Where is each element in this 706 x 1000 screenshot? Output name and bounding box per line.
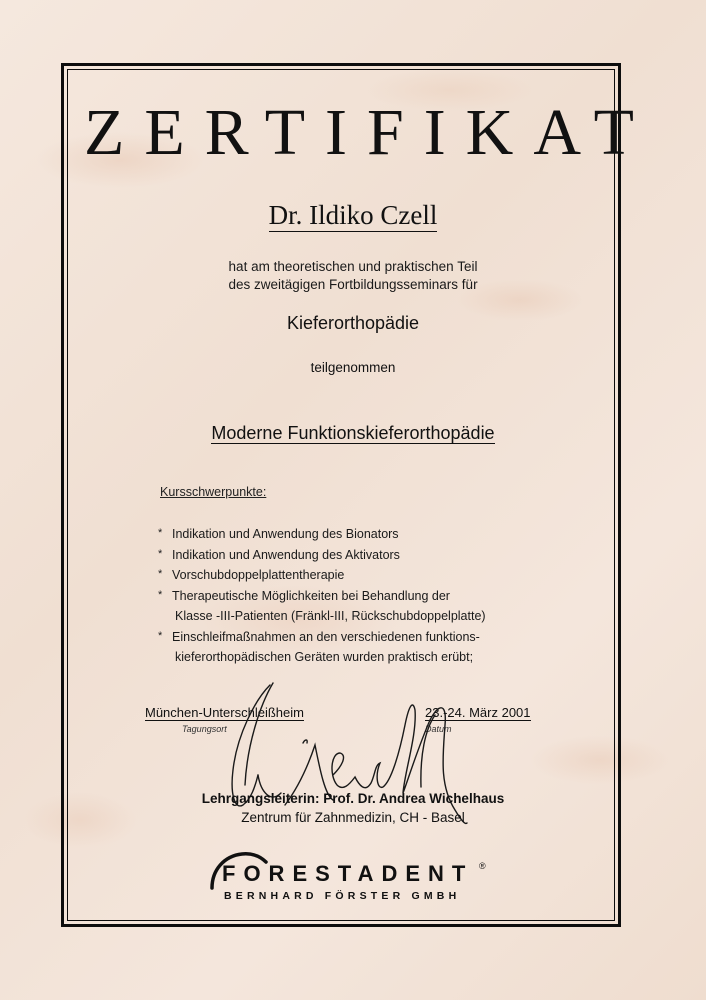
forestadent-logo xyxy=(200,848,500,908)
course-title xyxy=(0,423,706,444)
focus-item xyxy=(158,627,486,668)
field-of-study: Kieferorthopädie xyxy=(286,313,420,333)
intro-line-1: hat am theoretischen und praktischen Teil xyxy=(228,259,478,274)
certificate-title: ZERTIFIKAT xyxy=(84,96,654,169)
focus-item xyxy=(158,545,486,566)
focus-item xyxy=(158,524,486,545)
focus-item xyxy=(158,586,486,627)
focus-item-text: Indikation und Anwendung des Bionators xyxy=(172,527,399,541)
bullet-asterisk-icon: * xyxy=(158,568,163,580)
focus-list xyxy=(158,524,486,668)
venue: München-Unterschleißheim xyxy=(145,705,304,720)
bullet-asterisk-icon: * xyxy=(158,547,163,560)
logo-brand: FORESTADENT xyxy=(222,861,474,886)
recipient-name xyxy=(0,200,706,231)
participated-text: teilgenommen xyxy=(310,360,396,375)
registered-mark: ® xyxy=(479,861,486,871)
focus-item xyxy=(158,565,486,586)
logo-company: BERNHARD FÖRSTER GMBH xyxy=(224,890,461,902)
bullet-asterisk-icon: * xyxy=(158,588,163,601)
course-leader: Lehrgangsleiterin: Prof. Dr. Andrea Wichelhaus xyxy=(201,791,505,806)
date-label: Datum xyxy=(425,724,452,734)
course-title-text: Moderne Funktionskieferorthopädie xyxy=(211,423,495,443)
focus-item-text: Einschleifmaßnahmen an den verschiedenen funktions- xyxy=(172,629,480,644)
focus-item-text: Therapeutische Möglichkeiten bei Behandlung der xyxy=(172,588,450,603)
focus-item-text: Vorschubdoppelplattentherapie xyxy=(172,568,345,582)
focus-item-text-continued: Klasse -III-Patienten (Fränkl-III, Rückschubdoppelplatte) xyxy=(175,609,486,623)
intro-line-2: des zweitägigen Fortbildungsseminars für xyxy=(228,277,478,292)
focus-item-text-continued: kieferorthopädischen Geräten wurden praktisch erübt; xyxy=(175,650,474,664)
recipient-name-text: Dr. Ildiko Czell xyxy=(268,200,438,230)
bullet-asterisk-icon: * xyxy=(158,629,163,642)
focus-heading: Kursschwerpunkte: xyxy=(160,485,267,499)
focus-item-text: Indikation und Anwendung des Aktivators xyxy=(172,547,400,562)
bullet-asterisk-icon: * xyxy=(158,527,163,539)
venue-label: Tagungsort xyxy=(182,724,227,734)
intro-text xyxy=(0,258,706,294)
event-date: 23.-24. März 2001 xyxy=(425,705,531,720)
institution: Zentrum für Zahnmedizin, CH - Basel xyxy=(241,810,465,825)
